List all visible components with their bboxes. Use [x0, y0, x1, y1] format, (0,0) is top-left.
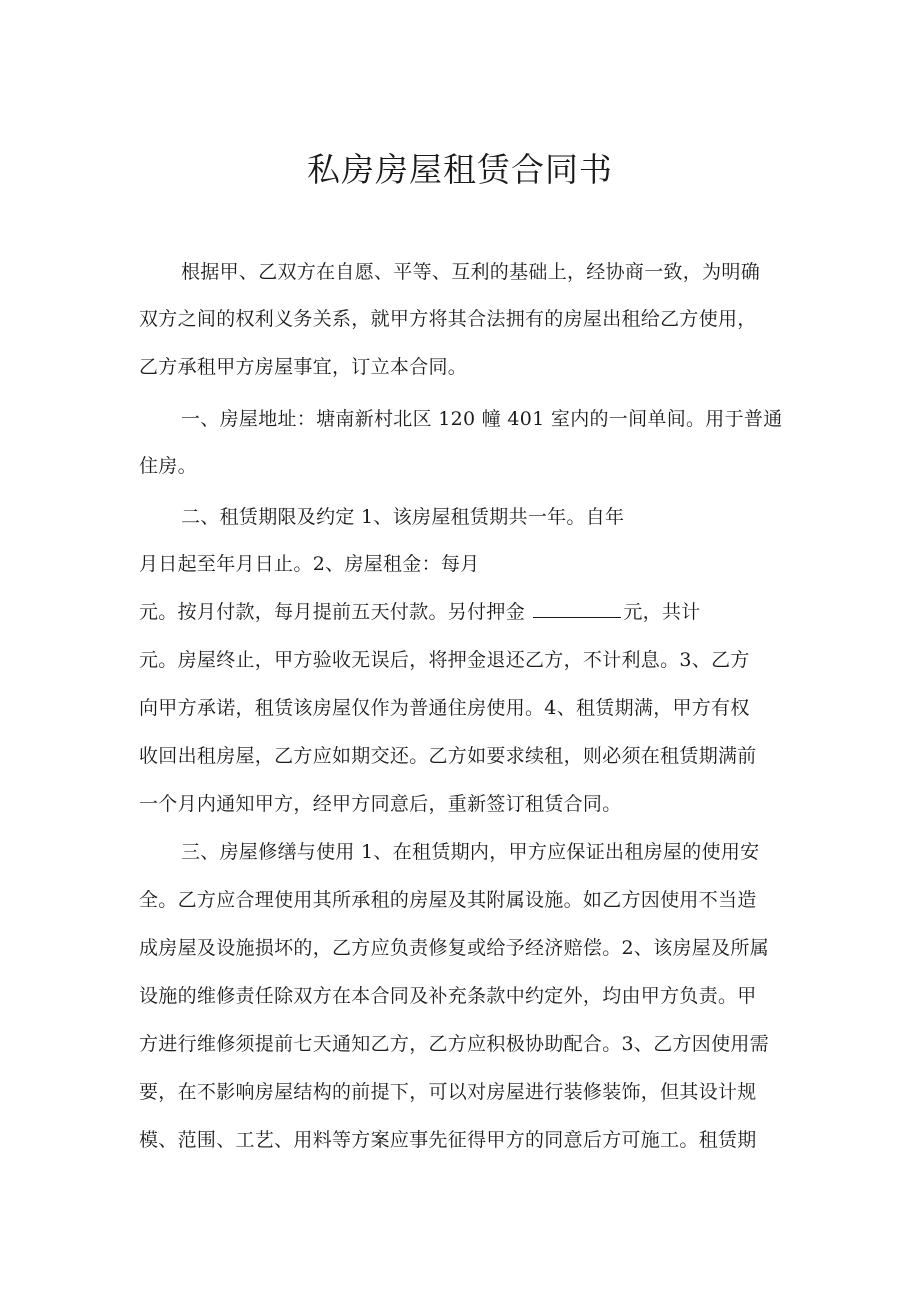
text-line: 向甲方承诺，租赁该房屋仅作为普通住房使用。4、租赁期满，甲方有权: [139, 697, 750, 719]
text-segment: 元。按月付款，每月提前五天付款。另付押金: [139, 601, 526, 623]
text-line: 乙方承租甲方房屋事宜，订立本合同。: [139, 356, 468, 378]
text-line: 二、租赁期限及约定 1、该房屋租赁期共一年。自年: [181, 506, 625, 528]
text-line: 成房屋及设施损坏的，乙方应负责修复或给予经济赔偿。2、该房屋及所属: [139, 937, 769, 959]
text-line: 元。房屋终止，甲方验收无误后，将押金退还乙方，不计利息。3、乙方: [139, 649, 750, 671]
text-line: 设施的维修责任除双方在本合同及补充条款中约定外，均由甲方负责。甲: [139, 985, 757, 1007]
text-line: 根据甲、乙双方在自愿、平等、互利的基础上，经协商一致，为明确: [181, 261, 761, 283]
text-line: 全。乙方应合理使用其所承租的房屋及其附属设施。如乙方因使用不当造: [139, 889, 757, 911]
text-line: 月日起至年月日止。2、房屋租金：每月: [139, 553, 480, 575]
text-line: 方进行维修须提前七天通知乙方，乙方应积极协助配合。3、乙方因使用需: [139, 1033, 769, 1055]
text-segment: 元，共计: [623, 601, 701, 623]
text-line: 一、房屋地址：塘南新村北区 120 幢 401 室内的一间单间。用于普通: [181, 408, 783, 430]
text-line: 要，在不影响房屋结构的前提下，可以对房屋进行装修装饰，但其设计规: [139, 1081, 757, 1103]
text-line: 模、范围、工艺、用料等方案应事先征得甲方的同意后方可施工。租赁期: [139, 1129, 757, 1151]
text-line: 住房。: [139, 455, 197, 477]
text-line-with-blank: [139, 598, 701, 626]
text-line: 收回出租房屋，乙方应如期交还。乙方如要求续租，则必须在租赁期满前: [139, 745, 757, 767]
text-line: 三、房屋修缮与使用 1、在租赁期内，甲方应保证出租房屋的使用安: [181, 841, 760, 863]
text-line: 一个月内通知甲方，经甲方同意后，重新签订租赁合同。: [139, 793, 622, 815]
text-line: 双方之间的权利义务关系，就甲方将其合法拥有的房屋出租给乙方使用，: [139, 308, 757, 330]
deposit-blank-field: [533, 599, 621, 618]
document-title: 私房房屋租赁合同书: [307, 150, 613, 190]
